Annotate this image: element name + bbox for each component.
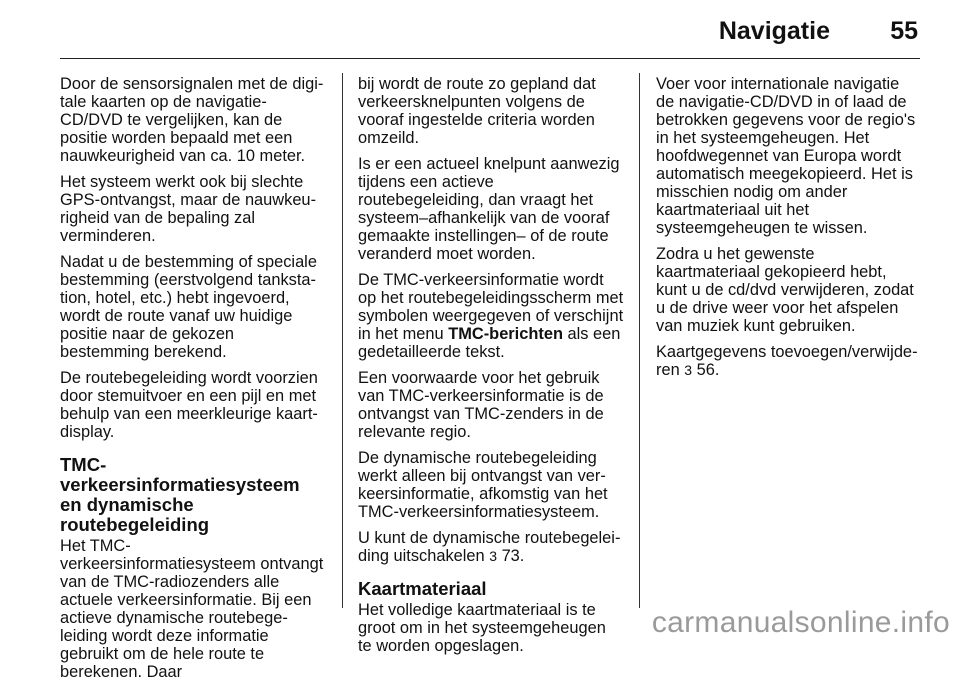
page-title: Navigatie — [718, 17, 830, 45]
text: als een gedetailleerde tekst. — [358, 325, 621, 361]
text: U kunt de dynamische routebegeleiding uitschakelen — [358, 529, 621, 565]
paragraph: Zodra u het gewenste kaartmateriaal gekopieerd hebt, kunt u de cd/dvd verwijderen, zodat u de drive weer voor het afspelen van muziek kunt gebruiken. — [656, 245, 914, 335]
page-reference[interactable]: 73. — [497, 547, 525, 565]
paragraph: Een voorwaarde voor het gebruik van TMC-verkeersinformatie is de ontvangst van TMC-zenders in de relevante regio. — [358, 369, 604, 441]
column-1 — [60, 75, 326, 689]
paragraph: Het systeem werkt ook bij slechte GPS-ontvangst, maar de nauwkeurigheid van de bepaling zal verminderen. — [60, 173, 317, 245]
watermark: carmanualsonline.info — [651, 606, 950, 639]
paragraph: bij wordt de route zo gepland dat verkeersknelpunten volgens de vooraf ingestelde criteria worden omzeild. — [358, 75, 596, 147]
page-reference[interactable]: 56. — [692, 361, 720, 379]
column-2 — [358, 75, 624, 663]
paragraph — [358, 529, 624, 565]
menu-name-tmc-berichten: TMC-berichten — [448, 325, 563, 343]
page-number: 55 — [890, 17, 918, 45]
paragraph — [358, 271, 624, 361]
paragraph: De dynamische routebegeleiding werkt alleen bij ontvangst van verkeersinformatie, afkomstig van het TMC-verkeersinformatiesysteem. — [358, 449, 608, 521]
page-header — [60, 14, 920, 59]
column-3 — [656, 75, 922, 387]
paragraph — [656, 343, 922, 379]
page-reference-arrow-icon: 3 — [684, 362, 693, 378]
text: Kaartgegevens toevoegen/verwijderen — [656, 343, 918, 379]
section-heading-kaartmateriaal: Kaartmateriaal — [358, 578, 487, 599]
paragraph: Nadat u de bestemming of speciale bestemming (eerstvolgend tankstation, hotel, etc.) hebt ingevoerd, wordt de route vanaf uw huidige positie naar de gekozen bestemming berekend. — [60, 253, 317, 361]
paragraph: De routebegeleiding wordt voorzien door stemuitvoer en een pijl en met behulp van een meerkleurige kaartdisplay. — [60, 369, 318, 441]
page-reference-arrow-icon: 3 — [489, 548, 498, 564]
paragraph: Het TMC-verkeersinformatiesysteem ontvangt van de TMC-radiozenders alle actuele verkeersinformatie. Bij een actieve dynamische routebegeleiding wordt deze informatie gebruikt om de hele route te berekenen. Daar — [60, 537, 324, 681]
column-divider — [342, 73, 343, 608]
paragraph: Is er een actueel knelpunt aanwezig tijdens een actieve routebegeleiding, dan vraagt het systeem–afhankelijk van de vooraf gemaakte instellingen– of de route veranderd moet worden. — [358, 155, 620, 263]
text: De TMC-verkeersinformatie wordt op het routebegeleidingsscherm met symbolen weergegeven of verschijnt in het menu — [358, 271, 624, 343]
paragraph: Voer voor internationale navigatie de navigatie-CD/DVD in of laad de betrokken gegevens voor de regio's in het systeemgeheugen. Het hoofdwegennet van Europa wordt automatisch meegekopieerd. Het is misschien nodig om ander kaartmateriaal uit het systeemgeheugen te wissen. — [656, 75, 916, 237]
column-divider — [639, 73, 640, 608]
section-heading-tmc: TMC-verkeersinformatiesysteem en dynamische routebegeleiding — [60, 454, 300, 535]
paragraph: Het volledige kaartmateriaal is te groot om in het systeemgeheugen te worden opgeslagen. — [358, 601, 606, 655]
paragraph: Door de sensorsignalen met de digitale kaarten op de navigatie-CD/DVD te vergelijken, kan de positie worden bepaald met een nauwkeurigheid van ca. 10 meter. — [60, 75, 324, 165]
